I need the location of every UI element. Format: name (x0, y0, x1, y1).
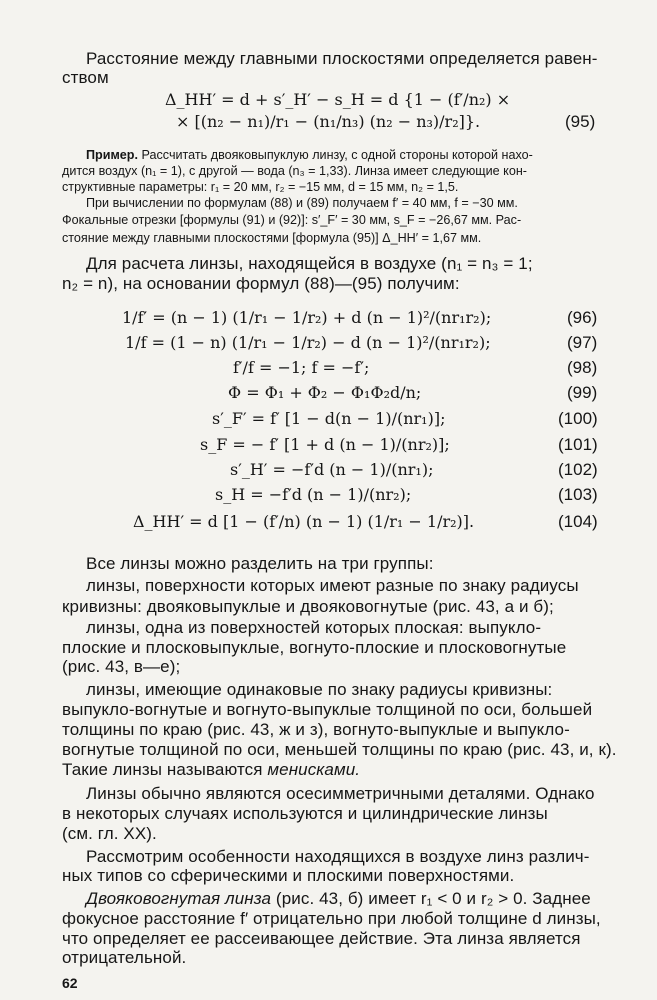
example-line-1 (86, 147, 533, 163)
formula-103-number: (103) (558, 485, 598, 504)
formula-98: f′/f = −1; f = −f′; (233, 358, 370, 377)
example-line-4: При вычислении по формулам (88) и (89) получаем f′ = 40 мм, f = −30 мм. (86, 196, 518, 210)
groups-line-6: (рис. 43, в—е); (62, 657, 181, 676)
groups-line-1: Все линзы можно разделить на три группы: (86, 554, 434, 573)
air-para-line-2: n₂ = n), на основании формул (88)—(95) получим: (62, 274, 460, 293)
groups-line-4: линзы, одна из поверхностей которых плоская: выпукло- (86, 618, 542, 637)
groups-line-10: вогнутые толщиной по оси, меньшей толщины по краю (рис. 43, и, к). (62, 740, 617, 759)
example-line-3: структивные параметры: r₁ = 20 мм, r₂ = −15 мм, d = 15 мм, n₂ = 1,5. (62, 180, 459, 194)
formula-103: s_H = −f′d (n − 1)/(nr₂); (215, 485, 412, 504)
air-para-line-1: Для расчета линзы, находящейся в воздухе (n₁ = n₃ = 1; (86, 254, 533, 273)
equation-95-line-2: × [(n₂ − n₁)/r₁ − (n₁/n₃) (n₂ − n₃)/r₂]}. (176, 112, 481, 131)
formula-102: s′_H′ = −f′d (n − 1)/(nr₁); (230, 460, 434, 479)
consider-line-2: ных типов со сферическими и плоскими поверхностями. (62, 866, 515, 885)
groups-line-3: кривизны: двояковыпуклые и двояковогнутые (рис. 43, а и б); (62, 597, 554, 616)
formula-100: s′_F′ = f′ [1 − d(n − 1)/(nr₁)]; (212, 409, 446, 428)
groups-line-11 (62, 760, 360, 780)
formula-104-number: (104) (558, 512, 598, 531)
biconcave-line-2: фокусное расстояние f′ отрицательно при любой толщине d линзы, (62, 909, 601, 928)
consider-line-1: Рассмотрим особенности находящихся в воздухе линз различ- (86, 847, 590, 866)
formula-98-number: (98) (567, 358, 598, 377)
groups-line-9: толщины по краю (рис. 43, ж и з), вогнуто-выпуклые и выпукло- (62, 720, 570, 739)
groups-line-7: линзы, имеющие одинаковые по знаку радиусы кривизны: (86, 680, 553, 699)
example-line-1-text: Рассчитать двояковыпуклую линзу, с одной стороны которой нахо- (141, 148, 533, 162)
groups-line-2: линзы, поверхности которых имеют разные по знаку радиусы (86, 576, 579, 595)
example-line-6: стояние между главными плоскостями [формула (95)] Δ_HH′ = 1,67 мм. (62, 231, 482, 245)
formula-99: Φ = Φ₁ + Φ₂ − Φ₁Φ₂d/n; (228, 383, 422, 402)
axisym-line-1: Линзы обычно являются осесимметричными деталями. Однако (86, 784, 595, 803)
formula-96-number: (96) (567, 308, 598, 327)
biconcave-line-4: отрицательной. (62, 948, 187, 967)
example-line-5: Фокальные отрезки [формулы (91) и (92)]: s′_F′ = 30 мм, s_F = −26,67 мм. Рас- (62, 213, 522, 227)
axisym-line-2: в некоторых случаях используются и цилиндрические линзы (62, 804, 548, 823)
formula-97: 1/f = (1 − n) (1/r₁ − 1/r₂) − d (n − 1)²/(nr₁r₂); (125, 333, 491, 352)
formula-101: s_F = − f′ [1 + d (n − 1)/(nr₂)]; (200, 435, 450, 454)
intro-line-2: ством (62, 68, 109, 87)
formula-101-number: (101) (558, 435, 598, 454)
biconcave-line-1-text: (рис. 43, б) имеет r₁ < 0 и r₂ > 0. Заднее (271, 889, 591, 908)
groups-line-5: плоские и плосковыпуклые, вогнуто-плоские и плосковогнутые (62, 638, 567, 657)
biconcave-line-3: что определяет ее рассеивающее действие. Эта линза является (62, 929, 581, 948)
page-number: 62 (62, 975, 78, 991)
example-label: Пример. (86, 148, 138, 162)
formula-104: Δ_HH′ = d [1 − (f′/n) (n − 1) (1/r₁ − 1/r₂)]. (133, 512, 475, 531)
example-line-2: дится воздух (n₁ = 1), с другой — вода (n₃ = 1,33). Линза имеет следующие кон- (62, 164, 527, 178)
formula-102-number: (102) (558, 460, 598, 479)
formula-96: 1/f′ = (n − 1) (1/r₁ − 1/r₂) + d (n − 1)²/(nr₁r₂); (122, 308, 492, 327)
groups-line-11-text: Такие линзы называются (62, 760, 268, 779)
formula-99-number: (99) (567, 383, 598, 402)
term-meniscus: менисками. (267, 760, 361, 779)
axisym-line-3: (см. гл. XX). (62, 824, 157, 843)
groups-line-8: выпукло-вогнутые и вогнуто-выпуклые толщиной по оси, большей (62, 700, 593, 719)
intro-line-1: Расстояние между главными плоскостями определяется равен- (86, 49, 598, 68)
formula-97-number: (97) (567, 333, 598, 352)
biconcave-line-1 (86, 889, 591, 909)
formula-100-number: (100) (558, 409, 598, 428)
term-biconcave-lens: Двояковогнутая линза (86, 889, 272, 908)
equation-95-number: (95) (565, 112, 596, 131)
equation-95-line-1: Δ_HH′ = d + s′_H′ − s_H = d {1 − (f′/n₂) × (165, 90, 511, 109)
